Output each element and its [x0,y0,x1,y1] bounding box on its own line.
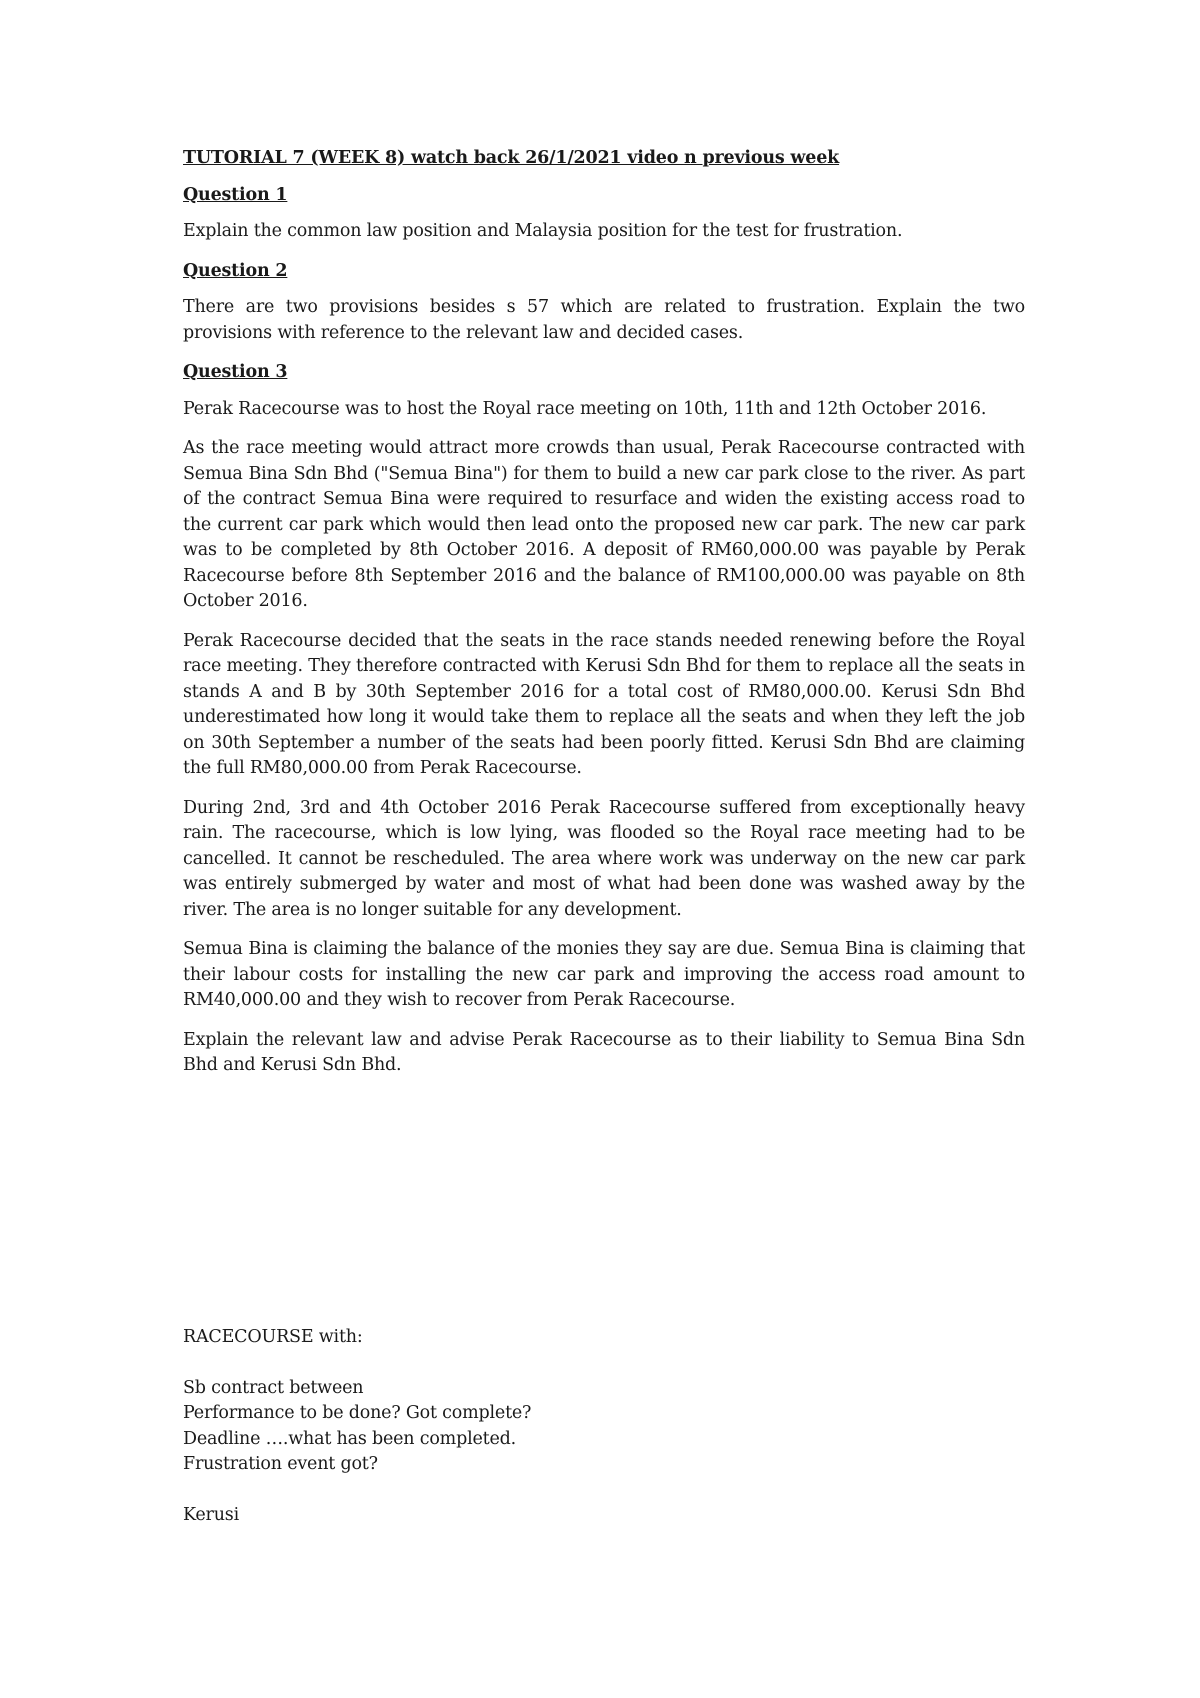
notes-line: Deadline ….what has been completed. [183,1428,516,1449]
document-title: TUTORIAL 7 (WEEK 8) watch back 26/1/2021 video n previous week [183,148,840,168]
question-1-text: Explain the common law position and Malaysia position for the test for frustration. [183,221,903,241]
notes-line: Frustration event got? [183,1454,378,1474]
question-2-text: There are two provisions besides s 57 which are related to frustration. Explain the two provisions with reference to the relevant law and decided cases. [183,297,1025,343]
document-body [183,146,1025,1093]
question-3-paragraph: Perak Racecourse was to host the Royal race meeting on 10th, 11th and 12th October 2016. [183,398,987,419]
question-3-paragraph: Explain the relevant law and advise Perak Racecourse as to their liability to Semua Bina Sdn Bhd and Kerusi Sdn Bhd. [183,1029,1025,1075]
question-3-paragraph: During 2nd, 3rd and 4th October 2016 Perak Racecourse suffered from exceptionally heavy rain. The racecourse, which is low lying, was flooded so the Royal race meeting had to be cancelled. It cannot be rescheduled. The area where work was underway on the new car park was entirely submerged by water and most of what had been done was washed away by the river. The area is no longer suitable for any development. [183,797,1025,920]
question-3-paragraph: Perak Racecourse decided that the seats in the race stands needed renewing before the Royal race meeting. They therefore contracted with Kerusi Sdn Bhd for them to replace all the seats in stands A and B by 30th September 2016 for a total cost of RM80,000.00. Kerusi Sdn Bhd underestimated how long it would take them to replace all the seats and when they left the job on 30th September a number of the seats had been poorly fitted. Kerusi Sdn Bhd are claiming the full RM80,000.00 from Perak Racecourse. [183,630,1025,778]
notes-footer: Kerusi [183,1504,239,1525]
notes-line: Sb contract between [183,1377,364,1398]
question-2-heading: Question 2 [183,260,288,281]
notes-spacer [183,1478,1025,1503]
question-3-paragraph: Semua Bina is claiming the balance of the monies they say are due. Semua Bina is claiming that their labour costs for installing the new car park and improving the access road amount to RM40,000.00 and they wish to recover from Perak Racecourse. [183,939,1025,1010]
question-1-heading: Question 1 [183,184,288,205]
notes-line: Performance to be done? Got complete? [183,1403,532,1423]
handwritten-notes [183,1325,1025,1528]
question-3-paragraph: As the race meeting would attract more crowds than usual, Perak Racecourse contracted with Semua Bina Sdn Bhd ("Semua Bina") for them to build a new car park close to the river. As part of the contract Semua Bina were required to resurface and widen the existing access road to the current car park which would then lead onto the proposed new car park. The new car park was to be completed by 8th October 2016. A deposit of RM60,000.00 was payable by Perak Racecourse before 8th September 2016 and the balance of RM100,000.00 was payable on 8th October 2016. [183,438,1025,611]
question-3-heading: Question 3 [183,362,288,382]
notes-heading: RACECOURSE with: [183,1327,363,1347]
notes-spacer [183,1351,1025,1376]
